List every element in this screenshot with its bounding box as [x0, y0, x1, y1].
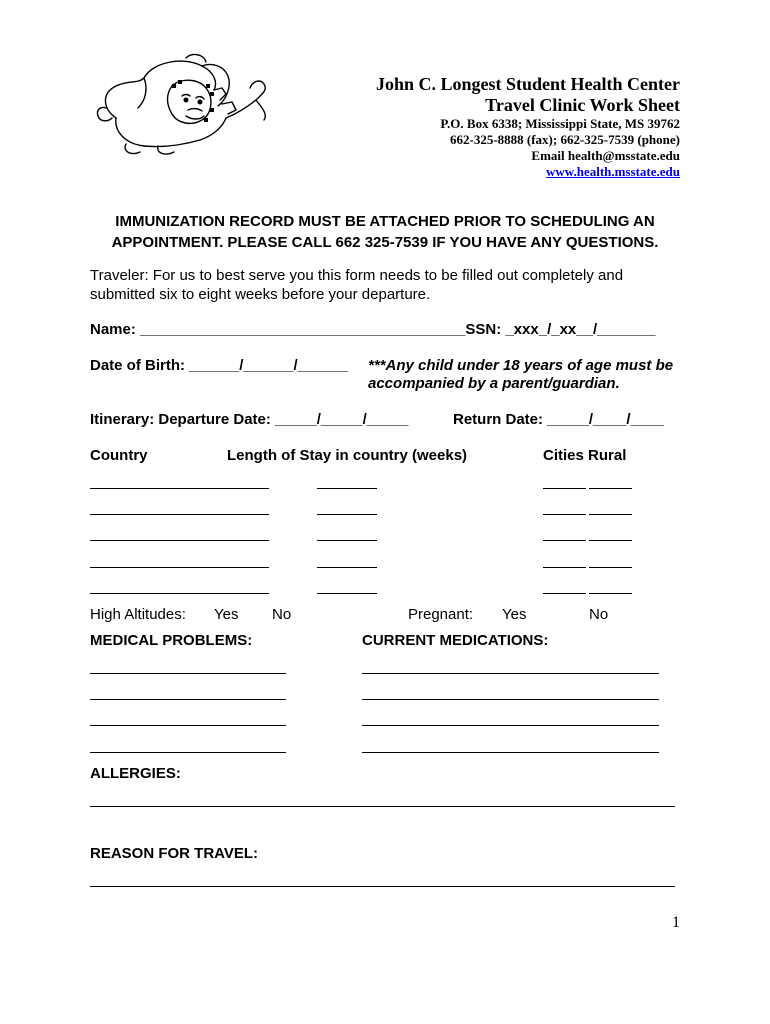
medical-problems-label: MEDICAL PROBLEMS: [90, 632, 253, 649]
page-number: 1 [672, 914, 680, 931]
notice-line-2: APPOINTMENT. PLEASE CALL 662 325-7539 IF YOU HAVE ANY QUESTIONS. [111, 234, 659, 251]
rural-blank[interactable] [589, 593, 632, 594]
length-blank[interactable] [317, 567, 377, 568]
phone-numbers: 662-325-8888 (fax); 662-325-7539 (phone) [449, 132, 680, 147]
length-blank[interactable] [317, 488, 377, 489]
pregnant-label: Pregnant: [408, 606, 474, 623]
country-header: Country [90, 447, 148, 464]
cities-blank[interactable] [543, 514, 586, 515]
cities-blank[interactable] [543, 567, 586, 568]
reason-for-travel-line[interactable] [90, 886, 675, 887]
current-medications-label: CURRENT MEDICATIONS: [362, 632, 549, 649]
email: Email health@msstate.edu [531, 148, 680, 163]
name-ssn-field[interactable]: Name: _______________________________________SSN: _xxx_/_xx__/_______ [90, 321, 656, 338]
high-altitudes-no[interactable]: No [272, 606, 292, 623]
bulldog-mascot-icon [86, 48, 276, 158]
high-altitudes-label: High Altitudes: [90, 606, 186, 623]
intro-line-1: Traveler: For us to best serve you this form needs to be filled out completely and [90, 267, 624, 284]
high-altitudes-yes[interactable]: Yes [214, 606, 239, 623]
cities-blank[interactable] [543, 488, 586, 489]
intro-line-2: submitted six to eight weeks before your departure. [90, 286, 431, 303]
country-blank[interactable] [90, 593, 269, 594]
sheet-title: Travel Clinic Work Sheet [485, 95, 680, 115]
return-date-field[interactable]: Return Date: _____/____/____ [453, 411, 664, 428]
country-blank[interactable] [90, 540, 269, 541]
length-blank[interactable] [317, 514, 377, 515]
medications-line[interactable] [362, 725, 659, 726]
medical-problems-line[interactable] [90, 752, 286, 753]
medical-problems-line[interactable] [90, 725, 286, 726]
allergies-line[interactable] [90, 806, 675, 807]
reason-for-travel-label: REASON FOR TRAVEL: [90, 845, 259, 862]
length-blank[interactable] [317, 540, 377, 541]
country-blank[interactable] [90, 488, 269, 489]
pregnant-no[interactable]: No [589, 606, 609, 623]
dob-field[interactable]: Date of Birth: ______/______/______ [90, 357, 348, 374]
cities-blank[interactable] [543, 593, 586, 594]
child-note-line-2: accompanied by a parent/guardian. [368, 375, 620, 392]
child-note-line-1: ***Any child under 18 years of age must be [368, 357, 674, 374]
medications-line[interactable] [362, 673, 659, 674]
cities-blank[interactable] [543, 540, 586, 541]
length-blank[interactable] [317, 593, 377, 594]
country-blank[interactable] [90, 567, 269, 568]
cities-rural-header: Cities Rural [543, 447, 627, 464]
departure-date-field[interactable]: Itinerary: Departure Date: _____/_____/_____ [90, 411, 409, 428]
medications-line[interactable] [362, 752, 659, 753]
center-name: John C. Longest Student Health Center [375, 74, 680, 94]
rural-blank[interactable] [589, 514, 632, 515]
medications-line[interactable] [362, 699, 659, 700]
length-of-stay-header: Length of Stay in country (weeks) [227, 447, 468, 464]
country-blank[interactable] [90, 514, 269, 515]
pregnant-yes[interactable]: Yes [502, 606, 527, 623]
website-link[interactable]: www.health.msstate.edu [546, 164, 680, 179]
rural-blank[interactable] [589, 540, 632, 541]
address: P.O. Box 6338; Mississippi State, MS 39762 [440, 116, 680, 131]
medical-problems-line[interactable] [90, 699, 286, 700]
allergies-label: ALLERGIES: [90, 765, 181, 782]
notice-line-1: IMMUNIZATION RECORD MUST BE ATTACHED PRIOR TO SCHEDULING AN [115, 213, 655, 230]
rural-blank[interactable] [589, 567, 632, 568]
rural-blank[interactable] [589, 488, 632, 489]
medical-problems-line[interactable] [90, 673, 286, 674]
